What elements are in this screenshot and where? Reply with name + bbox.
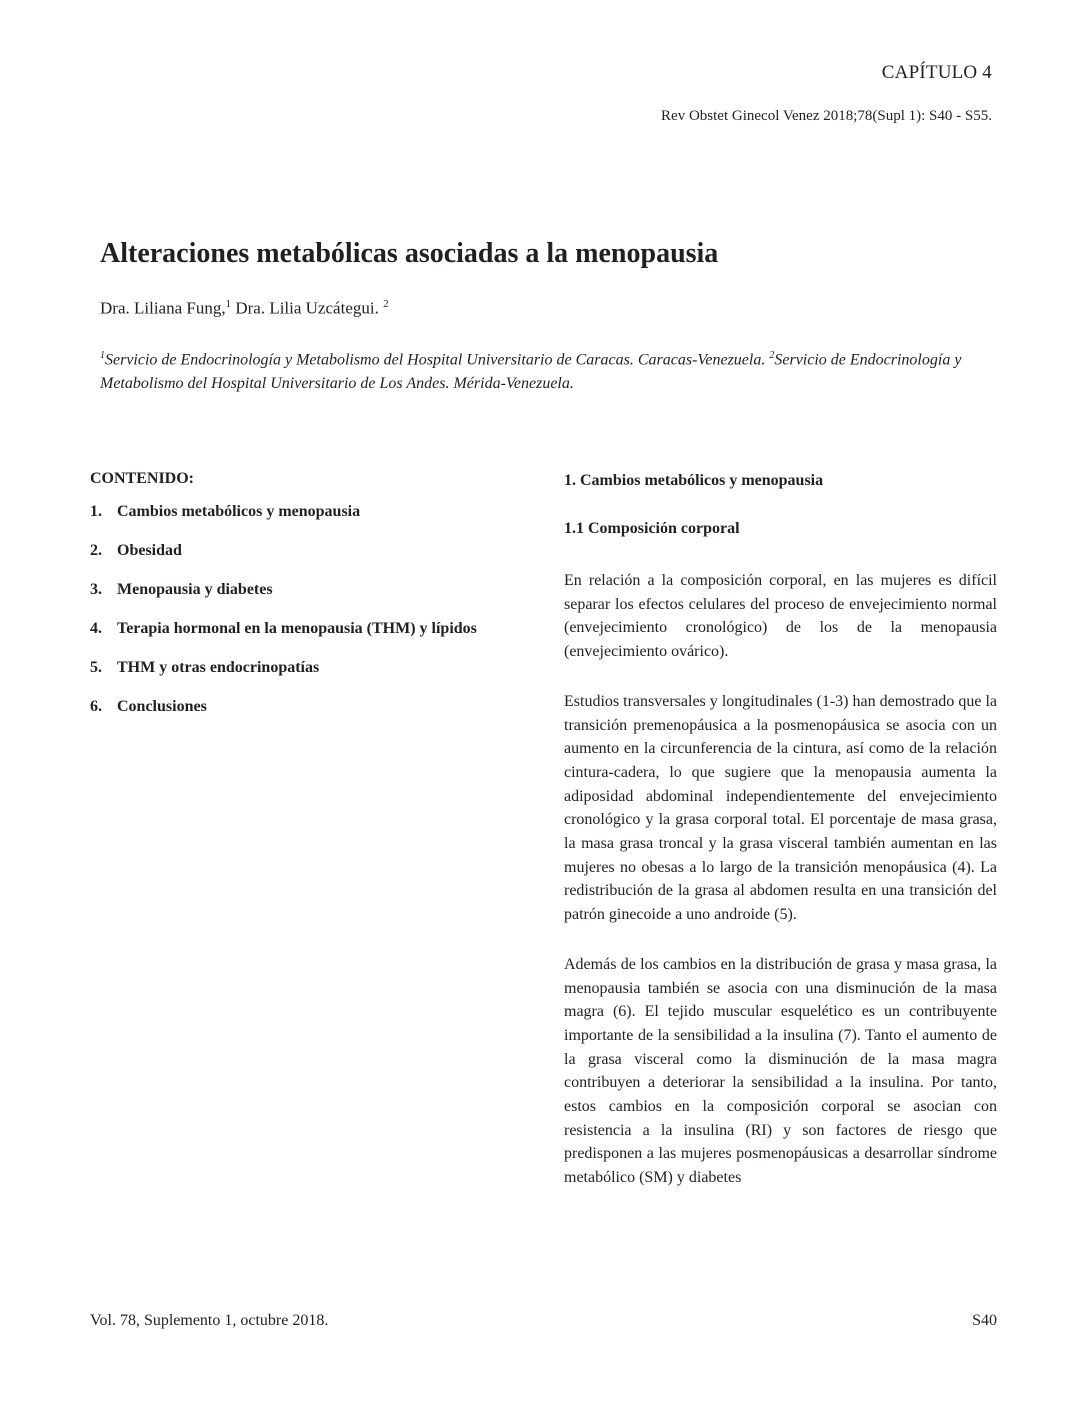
contents-item-label: THM y otras endocrinopatías xyxy=(117,659,320,676)
section-heading: 1. Cambios metabólicos y menopausia xyxy=(564,472,824,489)
author-1-name: Dra. Liliana Fung, xyxy=(100,298,226,318)
contents-item-number: 3. xyxy=(90,581,102,598)
contents-item xyxy=(90,541,508,561)
footer-issue: Vol. 78, Suplemento 1, octubre 2018. xyxy=(90,1312,329,1329)
contents-heading: CONTENIDO: xyxy=(90,470,195,487)
contents-item-label: Conclusiones xyxy=(117,698,207,715)
contents-item xyxy=(90,658,508,678)
affiliation-1-text: Servicio de Endocrinología y Metabolismo del Hospital Universitario de Caracas. Caracas-Venezuela. xyxy=(105,351,770,369)
body-paragraph: Estudios transversales y longitudinales (1-3) han demostrado que la transición premenopáusica a la posmenopáusica se asocia con un aumento en la circunferencia de la cintura, así como de la relación cintura-cadera, lo que sugiere que la menopausia aumenta la adiposidad abdominal independientemente del envejecimiento cronológico y la grasa corporal total. El porcentaje de masa grasa, la masa grasa troncal y la grasa visceral también aumentan en las mujeres no obesas a lo largo de la transición menopáusica (4). La redistribución de la grasa al abdomen resulta en una transición del patrón ginecoide a uno androide (5). xyxy=(564,692,997,924)
body-paragraph: En relación a la composición corporal, en las mujeres es difícil separar los efectos celulares del proceso de envejecimiento normal (envejecimiento cronológico) de los de la menopausia (envejecimiento ovárico). xyxy=(564,572,997,661)
contents-item-label: Cambios metabólicos y menopausia xyxy=(117,503,361,520)
contents-item xyxy=(90,580,508,600)
article-title: Alteraciones metabólicas asociadas a la menopausia xyxy=(100,238,719,269)
contents-item-number: 1. xyxy=(90,503,102,520)
journal-citation: Rev Obstet Ginecol Venez 2018;78(Supl 1): S40 - S55. xyxy=(661,108,992,124)
author-2-name: Dra. Lilia Uzcátegui. xyxy=(231,298,384,318)
chapter-label: CAPÍTULO 4 xyxy=(881,62,992,83)
contents-column xyxy=(90,470,508,736)
affiliation-2-text: Servicio de Endocrinología y Metabolismo del Hospital Universitario de Los Andes. Mérida-Venezuela. xyxy=(100,351,962,393)
contents-item-number: 5. xyxy=(90,659,102,676)
contents-item-number: 6. xyxy=(90,698,102,715)
author-2-affiliation-mark: 2 xyxy=(383,298,389,310)
body-column xyxy=(564,470,997,1216)
contents-item-number: 4. xyxy=(90,620,102,637)
subsection-heading: 1.1 Composición corporal xyxy=(564,520,740,537)
contents-item xyxy=(90,502,508,522)
contents-item-label: Obesidad xyxy=(117,542,182,559)
contents-list xyxy=(90,502,508,717)
contents-item-number: 2. xyxy=(90,542,102,559)
affiliations xyxy=(100,344,996,396)
contents-item-label: Terapia hormonal en la menopausia (THM) y lípidos xyxy=(117,620,477,637)
contents-item xyxy=(90,619,508,639)
author-line xyxy=(100,298,389,319)
contents-item xyxy=(90,697,508,717)
body-paragraph: Además de los cambios en la distribución de grasa y masa grasa, la menopausia también se asocia con una disminución de la masa magra (6). El tejido muscular esquelético es un contribuyente importante de la sensibilidad a la insulina (7). Tanto el aumento de la grasa visceral como la disminución de la masa magra contribuyen a deteriorar la sensibilidad a la insulina. Por tanto, estos cambios en la composición corporal se asocian con resistencia a la insulina (RI) y son factores de riesgo que predisponen a las mujeres posmenopáusicas a desarrollar síndrome metabólico (SM) y diabetes xyxy=(564,955,997,1187)
page-number: S40 xyxy=(972,1312,997,1329)
author-1-affiliation-mark: 1 xyxy=(225,298,232,310)
affiliation-1-mark: 1 xyxy=(100,350,105,361)
affiliation-2-mark: 2 xyxy=(769,350,775,361)
contents-item-label: Menopausia y diabetes xyxy=(117,581,273,598)
